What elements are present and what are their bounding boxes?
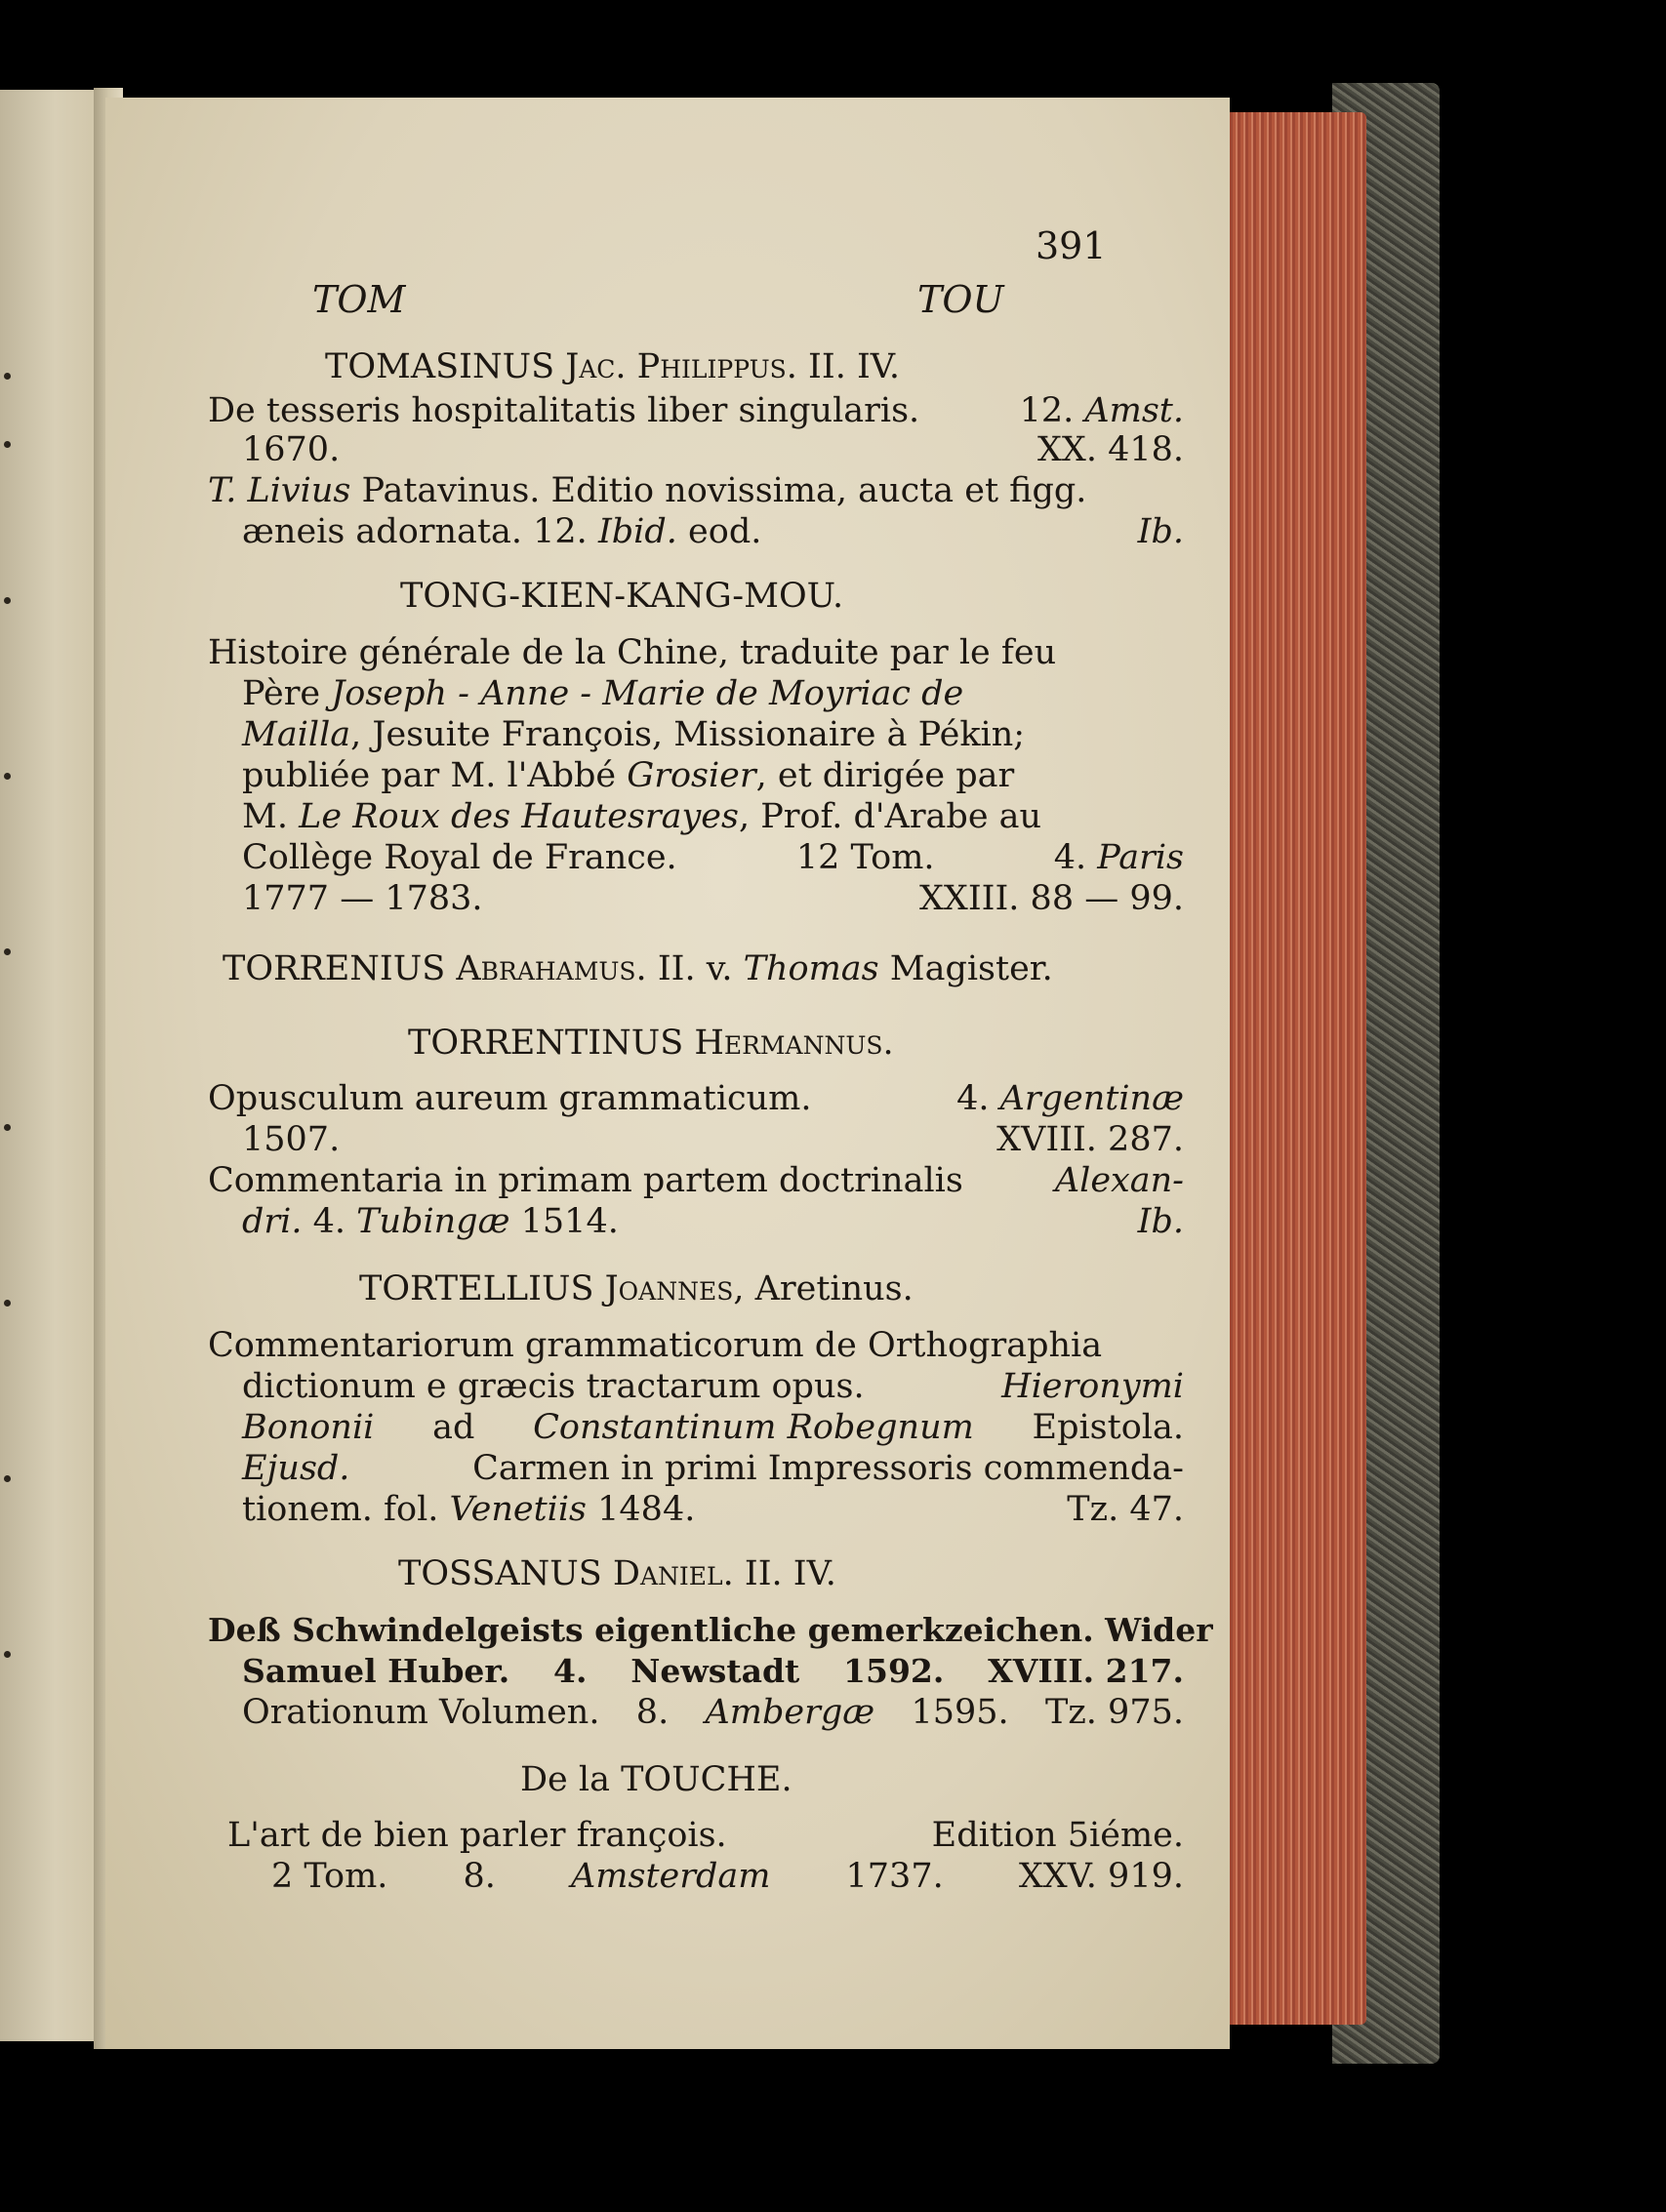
entry-line: T. Livius Patavinus. Editio novissima, aucta et figg. [208,471,1087,510]
entry-line: Collège Royal de France. 12 Tom. 4. Paris [242,838,1184,877]
entry-line: Commentariorum grammaticorum de Orthographia [208,1326,1103,1365]
entry-heading: De la TOUCHE. [520,1760,792,1799]
entry-line: Bononii ad Constantinum Robegnum Epistola. [242,1408,1184,1447]
entry-line: L'art de bien parler françois. Edition 5iéme. [227,1816,1184,1855]
margin-mark [4,1300,11,1307]
entry-heading: TONG-KIEN-KANG-MOU. [400,577,844,616]
entry-line: Commentaria in primam partem doctrinalis Alexan- [208,1161,1184,1200]
entry-line: M. Le Roux des Hautesrayes, Prof. d'Arabe au [242,797,1042,836]
entry-heading: TORRENIUS Abrahamus. II. v. Thomas Magister. [223,949,1053,988]
margin-mark [4,1475,11,1482]
entry-line: 1777 — 1783. XXIII. 88 — 99. [242,879,1184,918]
running-head-left: TOM [312,278,406,321]
book-page [105,98,1230,2049]
entry-line: 2 Tom. 8. Amsterdam 1737. XXV. 919. [271,1857,1184,1896]
entry-line: Orationum Volumen. 8. Ambergæ 1595. Tz. 975. [242,1693,1184,1732]
entry-line: publiée par M. l'Abbé Grosier, et dirigée par [242,756,1015,795]
margin-mark [4,773,11,780]
margin-mark [4,1651,11,1658]
entry-line: æneis adornata. 12. Ibid. eod. Ib. [242,512,1184,551]
entry-line: tionem. fol. Venetiis 1484. Tz. 47. [242,1490,1184,1529]
entry-line: Histoire générale de la Chine, traduite par le feu [208,633,1057,672]
margin-mark [4,597,11,604]
margin-mark [4,1124,11,1131]
entry-heading: TOMASINUS Jac. Philippus. II. IV. [325,347,901,386]
entry-line: dri. 4. Tubingæ 1514. Ib. [242,1202,1184,1241]
page-number: 391 [1036,224,1107,267]
entry-heading: TORTELLIUS Joannes, Aretinus. [359,1269,914,1308]
entry-line-blackletter: Samuel Huber. 4. Newstadt 1592. XVIII. 217. [242,1652,1184,1690]
entry-heading: TORRENTINUS Hermannus. [408,1024,894,1063]
margin-mark [4,373,11,380]
entry-line: 1670. XX. 418. [242,430,1184,469]
entry-line: Opusculum aureum grammaticum. 4. Argentinæ [208,1079,1184,1118]
entry-line: Mailla, Jesuite François, Missionaire à Pékin; [242,715,1026,754]
entry-line: De tesseris hospitalitatis liber singularis. 12. Amst. [208,391,1184,430]
entry-line: Ejusd. Carmen in primi Impressoris commenda- [242,1449,1184,1488]
entry-heading: TOSSANUS Daniel. II. IV. [398,1554,836,1593]
margin-mark [4,948,11,955]
entry-line: 1507. XVIII. 287. [242,1120,1184,1159]
entry-line: Père Joseph - Anne - Marie de Moyriac de [242,674,964,713]
page-edges [1225,112,1366,2025]
margin-mark [4,441,11,448]
entry-line-blackletter: Deß Schwindelgeists eigentliche gemerkzeichen. Wider [208,1611,1213,1649]
entry-line: dictionum e græcis tractarum opus. Hieronymi [242,1367,1184,1406]
running-head-right: TOU [917,278,1004,321]
